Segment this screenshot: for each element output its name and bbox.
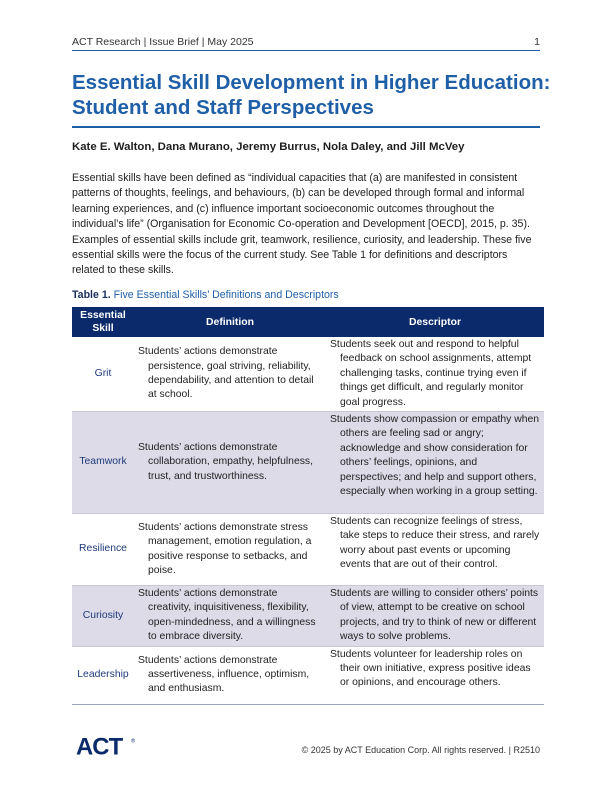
running-title: ACT Research | Issue Brief | May 2025 xyxy=(72,36,254,48)
column-header-skill: Essential Skill xyxy=(72,307,134,337)
table-caption-text: Five Essential Skills’ Definitions and Descriptors xyxy=(113,289,339,301)
descriptor-cell: Students show compassion or empathy when others are feeling sad or angry; acknowledge and show consideration for others’ feelings, opinions, and perspectives; and help and support others, especially when working in a group setting. xyxy=(326,412,544,514)
table-caption xyxy=(72,289,339,301)
title-line-2: Student and Staff Perspectives xyxy=(72,96,374,119)
running-header xyxy=(72,36,540,50)
skill-cell: Curiosity xyxy=(72,586,134,647)
act-logo-text: ACT xyxy=(76,735,123,757)
descriptor-cell: Students volunteer for leadership roles on their own initiative, express positive ideas or opinions, and encourage others. xyxy=(326,646,544,704)
descriptor-cell: Students are willing to consider others’ points of view, attempt to be creative on school projects, and try to think of new or different ways to solve problems. xyxy=(326,586,544,647)
skill-cell: Teamwork xyxy=(72,412,134,514)
definition-cell: Students’ actions demonstrate creativity, inquisitiveness, flexibility, open-mindedness, and a willingness to embrace diversity. xyxy=(134,586,326,647)
table-row xyxy=(72,412,544,514)
table-row xyxy=(72,586,544,647)
column-header-definition: Definition xyxy=(134,307,326,337)
footer-copyright: © 2025 by ACT Education Corp. All rights reserved. | R2510 xyxy=(301,745,540,755)
header-rule xyxy=(72,50,540,51)
skill-cell: Resilience xyxy=(72,514,134,586)
table-caption-label: Table 1. xyxy=(72,289,111,301)
descriptor-cell: Students seek out and respond to helpful feedback on school assignments, attempt challenging tasks, continue trying even if things get difficult, and regularly monitor goal progress. xyxy=(326,337,544,412)
definition-cell: Students’ actions demonstrate persistence, goal striving, reliability, dependability, and attention to detail at school. xyxy=(134,337,326,412)
title-rule xyxy=(72,126,540,128)
page-number: 1 xyxy=(534,36,540,48)
title-line-1: Essential Skill Development in Higher Education: xyxy=(72,71,551,94)
table-row xyxy=(72,337,544,412)
table-row xyxy=(72,646,544,704)
author-list: Kate E. Walton, Dana Murano, Jeremy Burrus, Nola Daley, and Jill McVey xyxy=(72,141,465,153)
skills-table xyxy=(72,307,544,705)
descriptor-cell: Students can recognize feelings of stress, take steps to reduce their stress, and rarely worry about past events or upcoming events that are out of their control. xyxy=(326,514,544,586)
definition-cell: Students’ actions demonstrate assertiveness, influence, optimism, and enthusiasm. xyxy=(134,646,326,704)
page-title xyxy=(72,70,552,120)
skill-cell: Grit xyxy=(72,337,134,412)
skill-cell: Leadership xyxy=(72,646,134,704)
definition-cell: Students’ actions demonstrate stress management, emotion regulation, a positive response to setbacks, and poise. xyxy=(134,514,326,586)
definition-cell: Students’ actions demonstrate collaboration, empathy, helpfulness, trust, and trustworthiness. xyxy=(134,412,326,514)
registered-mark: ® xyxy=(131,738,136,745)
column-header-descriptor: Descriptor xyxy=(326,307,544,337)
table-header-row xyxy=(72,307,544,337)
table-row xyxy=(72,514,544,586)
intro-paragraph: Essential skills have been defined as “individual capacities that (a) are manifested in consistent patterns of thoughts, feelings, and behaviours, (b) can be developed through formal and informal learning experiences, and (c) influence important socioeconomic outcomes throughout the individual’s life” (Organisation for Economic Co-operation and Development [OECD], 2015, p. 35). Examples of essential skills include grit, teamwork, resilience, curiosity, and leadership. These five essential skills were the focus of the current study. See Table 1 for definitions and descriptors related to these skills. xyxy=(72,172,532,277)
